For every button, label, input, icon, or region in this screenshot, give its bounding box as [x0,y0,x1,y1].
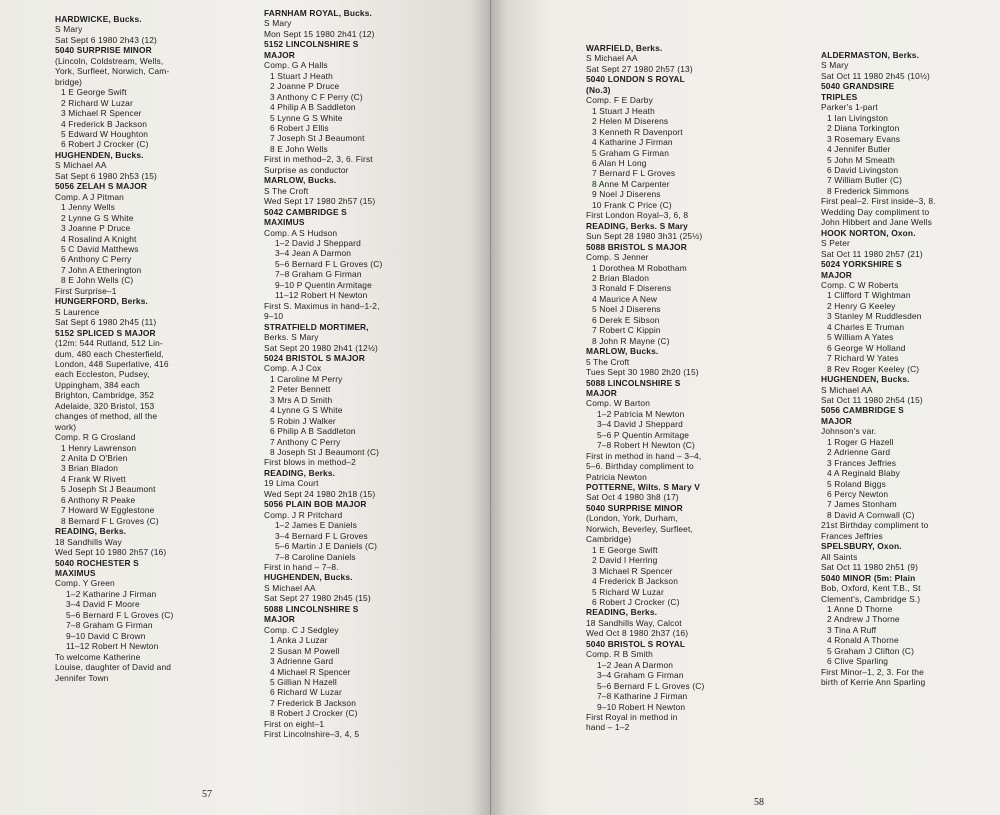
peal-note: Comp. C W Roberts [821,279,899,290]
peal-date: Mon Sept 15 1980 2h41 (12) [264,28,375,39]
peal-date: Sat Sept 27 1980 2h45 (15) [264,593,371,604]
peal-method-cont: (No.3) [586,84,611,95]
peal-note: Bob, Oxford, Kent T.B., St [821,583,921,594]
peal-date: Sun Sept 28 1980 3h31 (25½) [586,231,703,242]
ringer-line: 9 Noel J Diserens [592,189,661,200]
ringer-line: 4 Frederick B Jackson [61,118,148,129]
ringer-line: 5 Graham J Clifton (C) [827,645,915,656]
ringer-line: 2 Lynne G S White [61,212,134,223]
peal-note: Brighton, Cambridge, 352 [55,390,155,401]
peal-footnote: First London Royal–3, 6, 8 [586,210,689,221]
peal-footnote: 5–6. Birthday compliment to [586,461,694,472]
ringer-line: 6 Clive Sparling [827,656,889,667]
ringer-line: 1 Ian Livingston [827,112,889,123]
ringer-line: 2 Richard W Luzar [61,97,133,108]
ringer-line: 1 Roger G Hazell [827,436,894,447]
ringer-line: 6 Anthony R Peake [61,494,136,505]
column-2 [264,8,414,740]
ringer-line: 5 Joseph St J Beaumont [61,484,156,495]
ringer-line: 6 Robert J Ellis [270,122,329,133]
peal-method: 5152 LINCOLNSHIRE S [264,39,359,50]
peal-note: Comp. C J Sedgley [264,624,339,635]
peal-location: HARDWICKE, Bucks. [55,14,142,24]
ringer-line: 4 Katharine J Firman [592,137,673,148]
peal-location: MARLOW, Bucks. [586,346,659,357]
ringer-line: 1 Anka J Luzar [270,635,328,646]
ringer-line: 3–4 David J Sheppard [597,419,683,430]
peal-method: 5040 SURPRISE MINOR [586,502,683,513]
peal-note: (12m: 544 Rutland, 512 Lin- [55,338,163,349]
ringer-line: 1–2 Patricia M Newton [597,408,685,419]
peal-footnote: 9–10 [264,311,284,322]
ringer-line: 1 Dorothea M Robotham [592,262,687,273]
ringer-line: 5 Lynne G S White [270,112,343,123]
ringer-line: 7–8 Graham G Firman [66,620,153,631]
ringer-line: 1–2 Katharine J Firman [66,588,157,599]
ringer-line: 2 Helen M Diserens [592,116,669,127]
ringer-line: 1–2 James E Daniels [275,520,357,531]
peal-note: Comp. F E Darby [586,95,653,106]
peal-date: Sat Oct 11 1980 2h54 (15) [821,394,923,405]
peal-entry [264,8,414,175]
peal-date: Wed Oct 8 1980 2h37 (16) [586,628,689,639]
peal-method-cont: MAJOR [821,415,852,426]
ringer-line: 7 John A Etherington [61,264,142,275]
ringer-line: 8 E John Wells [270,143,328,154]
peal-church: S Laurence [55,306,100,317]
ringer-line: 2 Adrienne Gard [827,447,891,458]
peal-footnote: First blows in method–2 [264,457,356,468]
ringer-line: 8 E John Wells (C) [61,275,134,286]
ringer-line: 3 Anthony C F Perry (C) [270,91,363,102]
peal-note: work) [55,421,77,432]
peal-footnote: First in hand – 7–8. [264,562,339,573]
peal-note: Comp. S Jenner [586,252,649,263]
ringer-line: 1 E George Swift [592,544,658,555]
peal-location: READING, Berks. [55,526,127,537]
peal-location: STRATFIELD MORTIMER, [264,321,369,332]
ringer-line: 8 John R Mayne (C) [592,335,670,346]
ringer-line: 10 Frank C Price (C) [592,199,672,210]
peal-footnote: First Lincolnshire–3, 4, 5 [264,729,360,740]
peal-footnote: First on eight–1 [264,718,325,729]
peal-entry [586,346,726,482]
ringer-line: 6 Anthony C Perry [61,254,132,265]
peal-footnote: hand – 1–2 [586,722,630,733]
ringer-line: 3–4 Graham G Firman [597,670,684,681]
peal-method-cont: MAJOR [821,269,852,280]
ringer-line: 1 Henry Lawrenson [61,442,137,453]
peal-footnote: Patricia Newton [586,471,647,482]
ringer-line: 6 Philip A B Saddleton [270,426,356,437]
peal-date: Sat Sept 27 1980 2h57 (13) [586,63,693,74]
ringer-line: 3 Stanley M Ruddlesden [827,311,922,322]
ringer-line: 2 David I Herring [592,555,658,566]
ringer-line: 5 Graham G Firman [592,147,670,158]
peal-note: Comp. R B Smith [586,649,653,660]
ringer-line: 5 C David Matthews [61,243,139,254]
ringer-line: 2 Andrew J Thorne [827,614,900,625]
peal-entry [821,541,956,687]
ringer-line: 3 Brian Bladon [61,463,119,474]
peal-date: Wed Sept 17 1980 2h57 (15) [264,196,376,207]
peal-entry [821,50,956,228]
ringer-line: 6 George W Holland [827,342,906,353]
peal-note: bridge) [55,76,83,87]
peal-location: SPELSBURY, Oxon. [821,541,902,552]
ringer-line: 5 Gillian N Hazell [270,677,337,687]
peal-note: Comp. A J Cox [264,363,322,374]
peal-footnote: Wedding Day compliment to [821,206,930,217]
ringer-line: 5 John M Smeath [827,154,895,165]
ringer-line: 2 Susan M Powell [270,645,340,656]
ringer-line: 8 Anne M Carpenter [592,178,670,189]
peal-church: S Mary [55,24,83,35]
ringer-line: 5 William A Yates [827,332,894,343]
peal-method: 5088 BRISTOL S MAJOR [586,241,687,252]
peal-method-cont: MAJOR [264,614,295,625]
ringer-line: 7 Anthony C Perry [270,436,341,447]
ringer-line: 2 Joanne P Druce [270,81,340,92]
ringer-line: 4 Charles E Truman [827,321,905,332]
ringer-line: 9–10 P Quentin Armitage [275,279,372,290]
ringer-line: 3 Kenneth R Davenport [592,126,683,137]
peal-note: dum, 480 each Chesterfield, [55,348,164,359]
ringer-line: 2 Anita D O'Brien [61,453,128,464]
peal-footnote: First S. Maximus in hand–1-2, [264,300,380,311]
peal-church: S Michael AA [264,582,316,593]
peal-entry [264,572,414,739]
ringer-line: 2 Brian Bladon [592,272,650,283]
peal-method: 5040 BRISTOL S ROYAL [586,638,686,649]
ringer-line: 4 Ronald A Thorne [827,635,899,646]
ringer-line: 3 Frances Jeffries [827,457,897,468]
ringer-line: 9–10 Robert H Newton [597,701,686,712]
peal-method: 5040 SURPRISE MINOR [55,45,152,56]
ringer-line: 5–6 Martin J E Daniels (C) [275,541,378,552]
peal-note: each Eccleston, Pudsey, [55,369,150,380]
peal-entry [586,43,726,221]
page-number-left: 57 [202,789,212,800]
peal-entry [586,607,726,732]
ringer-line: 5 Roland Biggs [827,478,886,489]
ringer-line: 1 Stuart J Heath [592,105,655,116]
peal-method: 5056 CAMBRIDGE S [821,405,904,416]
ringer-line: 8 David A Cornwall (C) [827,509,915,520]
column-3 [586,43,726,733]
ringer-line: 4 Lynne G S White [270,405,343,416]
ringer-line: 11–12 Robert H Newton [66,641,159,652]
peal-footnote: birth of Kerrie Ann Sparling [821,677,926,688]
ringer-line: 1 Anne D Thorne [827,604,893,615]
ringer-line: 4 Michael R Spencer [270,666,351,677]
peal-entry [586,221,726,346]
ringer-line: 4 Maurice A New [592,293,658,304]
peal-note: Clement's, Cambridge S.) [821,593,921,604]
peal-method: 5040 MINOR (5m: Plain [821,572,916,583]
ringer-line: 8 Rev Roger Keeley (C) [827,363,920,374]
right-page [491,0,1000,815]
ringer-line: 6 Richard W Luzar [270,687,342,698]
peal-method-cont: MAXIMUS [55,568,96,579]
peal-church: S Mary [264,18,292,29]
ringer-line: 7 William Butler (C) [827,175,903,186]
ringer-line: 3 Tina A Ruff [827,624,877,635]
peal-note: Comp. W Barton [586,398,651,409]
peal-note: Comp. A J Pitman [55,191,124,202]
peal-note: (London, York, Durham, [586,513,678,524]
peal-church: 18 Sandhills Way [55,536,122,547]
peal-church: All Saints [821,551,858,562]
peal-date: Tues Sept 30 1980 2h20 (15) [586,367,699,378]
ringer-line: 1 Caroline M Perry [270,373,343,384]
peal-entry [55,526,180,683]
peal-location: READING, Berks. [264,467,336,478]
column-1 [55,14,180,683]
peal-location: HUGHENDEN, Bucks. [264,572,353,583]
peal-location: HUGHENDEN, Bucks. [821,374,910,385]
peal-date: Sat Oct 11 1980 2h57 (21) [821,248,923,259]
ringer-line: 7 James Stonham [827,499,897,510]
peal-location: HUNGERFORD, Berks. [55,296,148,307]
ringer-line: 4 Frederick B Jackson [592,576,679,587]
column-4 [821,50,956,688]
peal-location: READING, Berks. S Mary [586,220,688,231]
ringer-line: 7–8 Robert H Newton (C) [597,440,695,451]
peal-note: Norwich, Beverley, Surfleet, [586,523,693,534]
peal-footnote: To welcome Katherine [55,651,141,662]
peal-entry [55,150,180,296]
left-page [0,0,490,815]
ringer-line: 6 Robert J Crocker (C) [592,597,680,608]
peal-note: Comp. Y Green [55,578,115,589]
ringer-line: 7–8 Katharine J Firman [597,691,688,702]
peal-method: 5040 ROCHESTER S [55,557,139,568]
peal-church: 5 The Croft [586,356,630,367]
peal-footnote: 21st Birthday compliment to [821,520,929,531]
ringer-line: 3–4 Jean A Darmon [275,248,352,259]
ringer-line: 7 Bernard F L Groves [592,168,676,179]
peal-method: 5152 SPLICED S MAJOR [55,327,156,338]
peal-entry [586,482,726,607]
peal-note: Comp. R G Crosland [55,432,136,443]
peal-date: Sat Oct 11 1980 2h45 (10½) [821,70,930,81]
peal-church: S Michael AA [586,53,638,64]
ringer-line: 2 Henry G Keeley [827,300,896,311]
ringer-line: 5 Noel J Diserens [592,304,661,315]
ringer-line: 8 Frederick Simmons [827,185,909,196]
peal-method: 5088 LINCOLNSHIRE S [586,377,681,388]
peal-location: ALDERMASTON, Berks. [821,50,920,60]
peal-method: 5088 LINCOLNSHIRE S [264,603,359,614]
ringer-line: 3 Mrs A D Smith [270,394,333,405]
ringer-line: 7 Robert C Kippin [592,325,661,336]
ringer-line: 11–12 Robert H Newton [275,290,368,301]
ringer-line: 7 Joseph St J Beaumont [270,133,365,144]
peal-church: Berks. S Mary [264,332,319,343]
peal-method: 5056 PLAIN BOB MAJOR [264,499,367,510]
peal-entry [821,374,956,541]
ringer-line: 3 Michael R Spencer [592,565,673,576]
peal-method-cont: MAJOR [586,387,617,398]
peal-footnote: Surprise as conductor [264,164,349,175]
ringer-line: 1 Jenny Wells [61,202,115,213]
ringer-line: 4 Philip A B Saddleton [270,102,356,113]
peal-method: 5024 BRISTOL S MAJOR [264,352,365,363]
peal-date: Sat Sept 6 1980 2h45 (11) [55,317,157,328]
ringer-line: 3 Joanne P Druce [61,223,131,234]
peal-note: (Lincoln, Coldstream, Wells, [55,55,164,66]
peal-date: Sat Oct 11 1980 2h51 (9) [821,562,919,573]
peal-footnote: Louise, daughter of David and [55,662,172,673]
ringer-line: 5 Edward W Houghton [61,128,149,139]
peal-location: HOOK NORTON, Oxon. [821,227,916,238]
peal-footnote: First in method–2, 3, 6. First [264,154,373,165]
peal-entry [55,296,180,526]
peal-church: S Michael AA [55,160,107,171]
peal-footnote: John Hibbert and Jane Wells [821,217,932,228]
ringer-line: 3 Ronald F Diserens [592,283,672,294]
peal-entry [264,468,414,573]
peal-church: 18 Sandhills Way, Calcot [586,617,682,628]
peal-location: MARLOW, Bucks. [264,175,337,186]
peal-location: HUGHENDEN, Bucks. [55,149,144,160]
ringer-line: 5–6 Bernard F L Groves (C) [597,680,705,691]
peal-note: York, Surfleet, Norwich, Cam- [55,66,170,77]
ringer-line: 6 Alan H Long [592,157,647,168]
peal-church: 19 Lima Court [264,478,319,489]
ringer-line: 4 Frank W Rivett [61,473,126,484]
ringer-line: 1–2 David J Sheppard [275,237,361,248]
peal-footnote: Frances Jeffries [821,530,883,541]
peal-note: Adelaide, 320 Bristol, 153 [55,400,155,411]
peal-date: Sat Sept 6 1980 2h53 (15) [55,170,157,181]
ringer-line: 2 Diana Torkington [827,123,900,134]
peal-date: Wed Sept 24 1980 2h18 (15) [264,488,376,499]
ringer-line: 8 Robert J Crocker (C) [270,708,358,719]
peal-method: 5042 CAMBRIDGE S [264,206,347,217]
peal-method: 5040 GRANDSIRE [821,81,895,92]
peal-method-cont: MAXIMUS [264,217,305,228]
peal-note: Parker's 1-part [821,102,878,113]
peal-note: Johnson's var. [821,426,877,437]
ringer-line: 5 Robin J Walker [270,415,336,426]
ringer-line: 4 Rosalind A Knight [61,233,137,244]
ringer-line: 6 Robert J Crocker (C) [61,139,149,150]
peal-method: 5056 ZELAH S MAJOR [55,181,148,192]
peal-entry [264,175,414,321]
peal-method-cont: TRIPLES [821,91,858,102]
ringer-line: 7–8 Caroline Daniels [275,551,356,562]
peal-church: S Mary [821,60,849,71]
ringer-line: 7 Howard W Egglestone [61,505,155,516]
peal-location: POTTERNE, Wilts. S Mary V [586,482,700,493]
peal-method: 5040 LONDON S ROYAL [586,74,685,85]
ringer-line: 2 Peter Bennett [270,384,331,395]
ringer-line: 3 Adrienne Gard [270,656,334,667]
ringer-line: 7 Richard W Yates [827,353,899,364]
ringer-line: 1–2 Jean A Darmon [597,659,674,670]
ringer-line: 9–10 David C Brown [66,630,146,641]
page-number-right: 58 [754,797,764,808]
ringer-line: 1 Stuart J Heath [270,70,333,81]
ringer-line: 3–4 Bernard F L Groves [275,530,368,541]
ringer-line: 4 Jennifer Butler [827,144,891,155]
peal-note: Comp. A S Hudson [264,227,338,238]
ringer-line: 4 A Reginald Blaby [827,468,901,479]
peal-date: Sat Sept 20 1980 2h41 (12½) [264,342,378,353]
ringer-line: 7–8 Graham G Firman [275,269,362,280]
peal-footnote: First peal–2. First inside–3, 8. [821,196,936,207]
peal-footnote: First Royal in method in [586,712,678,722]
ringer-line: 1 Clifford T Wightman [827,290,911,301]
peal-footnote: First in method in hand – 3–4, [586,450,702,461]
peal-method: 5024 YORKSHIRE S [821,259,902,270]
peal-note: changes of method, all the [55,411,158,422]
peal-church: S Michael AA [821,384,873,395]
peal-note: Comp. J R Pritchard [264,509,343,520]
ringer-line: 6 Derek E Sibson [592,314,660,325]
peal-note: London, 448 Superlative, 416 [55,358,169,369]
peal-note: Comp. G A Halls [264,60,328,71]
peal-entry [264,322,414,468]
peal-footnote: First Surprise–1 [55,285,117,296]
peal-location: READING, Berks. [586,607,658,618]
peal-note: Uppingham, 384 each [55,379,140,390]
ringer-line: 7 Frederick B Jackson [270,697,357,708]
ringer-line: 8 Bernard F L Groves (C) [61,515,159,526]
ringer-line: 8 Joseph St J Beaumont (C) [270,447,380,458]
peal-date: Wed Sept 10 1980 2h57 (16) [55,547,167,558]
ringer-line: 3–4 David F Moore [66,599,140,610]
ringer-line: 6 Percy Newton [827,489,889,500]
ringer-line: 5–6 Bernard F L Groves (C) [66,609,174,620]
peal-location: FARNHAM ROYAL, Bucks. [264,8,373,18]
ringer-line: 5 Richard W Luzar [592,586,664,597]
peal-footnote: Jennifer Town [55,672,109,683]
peal-note: Cambridge) [586,534,632,545]
ringer-line: 5–6 Bernard F L Groves (C) [275,258,383,269]
peal-entry [55,14,180,150]
peal-method-cont: MAJOR [264,49,295,60]
peal-church: S The Croft [264,185,309,196]
peal-footnote: First Minor–1, 2, 3. For the [821,666,924,677]
peal-church: S Peter [821,238,850,249]
peal-date: Sat Oct 4 1980 3h8 (17) [586,492,679,503]
ringer-line: 5–6 P Quentin Armitage [597,429,690,440]
ringer-line: 3 Rosemary Evans [827,133,901,144]
ringer-line: 3 Michael R Spencer [61,108,142,119]
peal-date: Sat Sept 6 1980 2h43 (12) [55,34,157,45]
ringer-line: 1 E George Swift [61,87,127,98]
peal-location: WARFIELD, Berks. [586,43,663,53]
peal-entry [821,228,956,374]
ringer-line: 6 David Livingston [827,164,899,175]
